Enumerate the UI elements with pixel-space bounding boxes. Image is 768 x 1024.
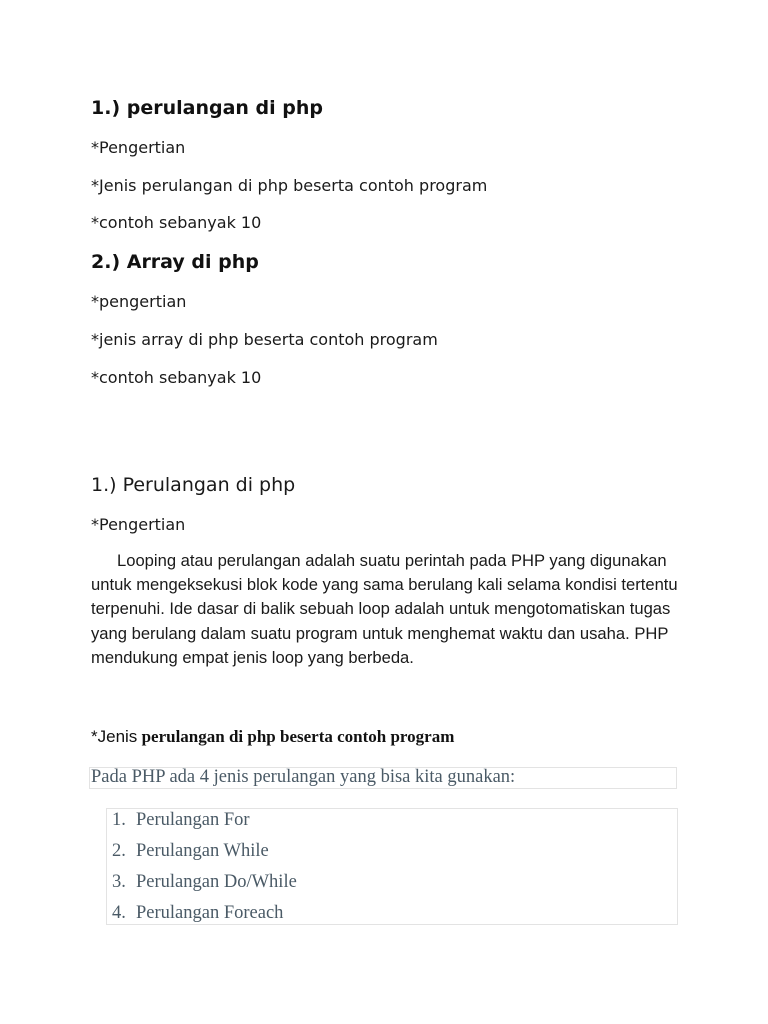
list-item <box>112 903 283 924</box>
jenis-heading <box>91 727 454 747</box>
definition-paragraph: Looping atau perulangan adalah suatu perintah pada PHP yang digunakan untuk mengeksekusi blok kode yang sama berulang kali selama kondisi tertentu terpenuhi. Ide dasar di balik sebuah loop adalah untuk mengotomatiskan tugas yang berulang dalam suatu program untuk menghemat waktu dan usaha. PHP mendukung empat jenis loop yang berbeda. <box>91 551 678 667</box>
body-heading: 1.) Perulangan di php <box>91 474 296 496</box>
section2-item: *jenis array di php beserta contoh program <box>91 330 438 349</box>
list-item <box>112 872 297 893</box>
section2-item: *pengertian <box>91 292 187 311</box>
list-item <box>112 841 269 862</box>
intro-text: Pada PHP ada 4 jenis perulangan yang bisa kita gunakan: <box>91 767 516 787</box>
jenis-prefix: *Jenis <box>91 727 138 746</box>
list-item-number: 4. <box>112 903 126 923</box>
list-item-label: Perulangan Foreach <box>136 903 284 923</box>
section1-item: *contoh sebanyak 10 <box>91 213 262 232</box>
list-item-label: Perulangan For <box>136 810 250 830</box>
list-item-label: Perulangan While <box>136 841 269 861</box>
section1-item: *Jenis perulangan di php beserta contoh program <box>91 176 488 195</box>
list-item-number: 3. <box>112 872 126 892</box>
list-item-number: 1. <box>112 810 126 830</box>
list-item-label: Perulangan Do/While <box>136 872 297 892</box>
section1-item: *Pengertian <box>91 138 186 157</box>
list-item-number: 2. <box>112 841 126 861</box>
body-subheading: *Pengertian <box>91 515 186 534</box>
list-item <box>112 810 250 831</box>
section2-item: *contoh sebanyak 10 <box>91 368 262 387</box>
section1-heading: 1.) perulangan di php <box>91 97 323 119</box>
jenis-rest: perulangan di php beserta contoh program <box>137 727 455 746</box>
section2-heading: 2.) Array di php <box>91 251 259 273</box>
